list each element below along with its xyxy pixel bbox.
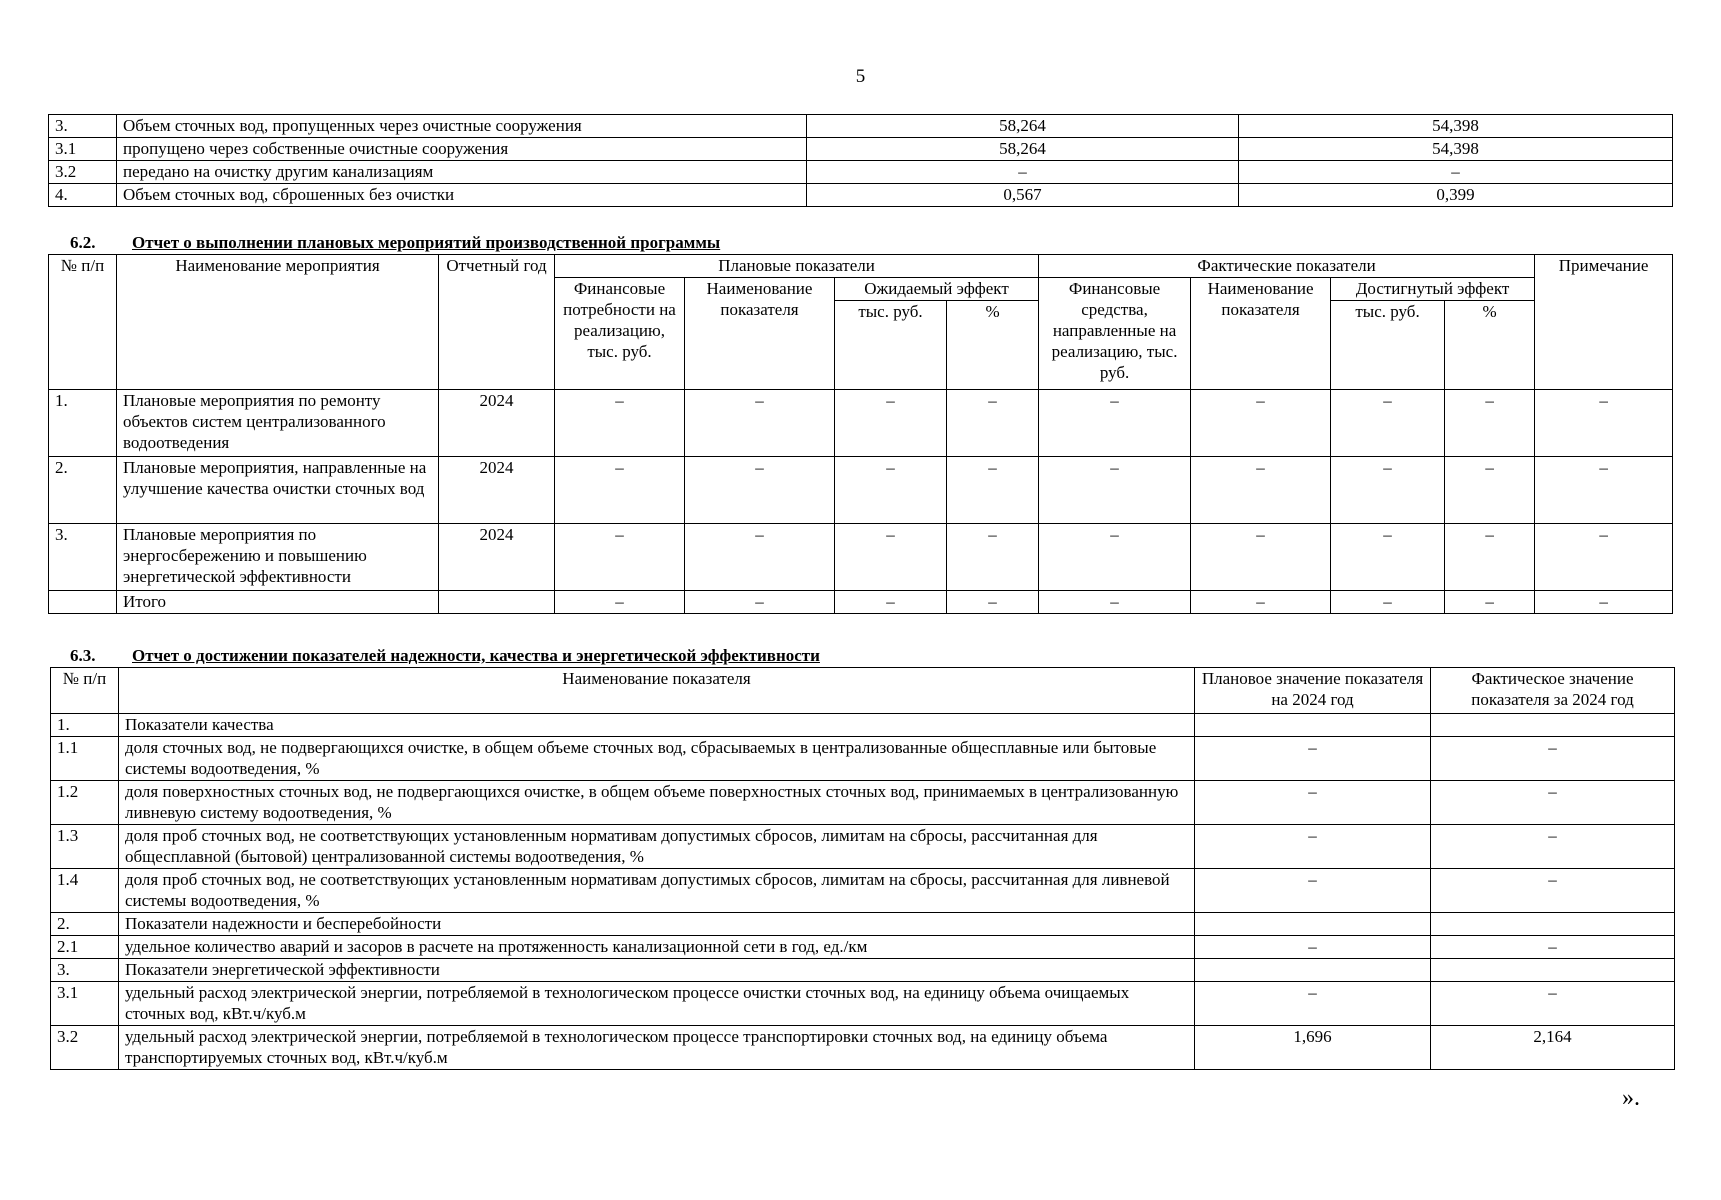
table-row — [51, 737, 1675, 781]
plan-pct-header: % — [947, 301, 1039, 390]
row-number — [49, 591, 117, 614]
measure-name: Плановые мероприятия по ремонту объектов систем централизованного водоотведения — [117, 390, 439, 457]
value-cell: – — [1535, 457, 1673, 524]
plan-value: 1,696 — [1195, 1026, 1431, 1070]
section-6-2-heading — [70, 233, 720, 253]
table-row — [49, 115, 1673, 138]
table-row — [51, 781, 1675, 825]
value-cell: – — [1445, 457, 1535, 524]
row-number: 2.1 — [51, 936, 119, 959]
value-cell: – — [1331, 457, 1445, 524]
row-number: 4. — [49, 184, 117, 207]
fact-value: – — [1431, 781, 1675, 825]
fact-value: – — [1431, 982, 1675, 1026]
col-year-header: Отчетный год — [439, 255, 555, 390]
table-row — [49, 184, 1673, 207]
value-cell: – — [835, 457, 947, 524]
indicator-name: удельное количество аварий и засоров в расчете на протяженность канализационной сети в год, ед./км — [119, 936, 1195, 959]
row-number: 3.2 — [51, 1026, 119, 1070]
indicator-name: доля поверхностных сточных вод, не подвергающихся очистке, в общем объеме поверхностных сточных вод, принимаемых в централизованную ливневую систему водоотведения, % — [119, 781, 1195, 825]
table-row — [51, 825, 1675, 869]
row-name: передано на очистку другим канализациям — [117, 161, 807, 184]
value-cell: – — [1239, 161, 1673, 184]
plan-fin-header: Финансовые потребности на реализацию, тыс. руб. — [555, 278, 685, 390]
indicators-table — [50, 667, 1675, 1070]
value-cell: – — [1039, 457, 1191, 524]
plan-value — [1195, 959, 1431, 982]
value-cell: – — [685, 457, 835, 524]
plan-value: – — [1195, 825, 1431, 869]
measures-table — [48, 254, 1673, 614]
plan-value: – — [1195, 936, 1431, 959]
value-cell: – — [1445, 524, 1535, 591]
table-row — [49, 161, 1673, 184]
indicator-name: удельный расход электрической энергии, потребляемой в технологическом процессе транспортировки сточных вод, на единицу объема транспортируемых сточных вод, кВт.ч/куб.м — [119, 1026, 1195, 1070]
report-year: 2024 — [439, 524, 555, 591]
measure-name: Плановые мероприятия по энергосбережению и повышению энергетической эффективности — [117, 524, 439, 591]
indicator-name: доля проб сточных вод, не соответствующих установленным нормативам допустимых сбросов, лимитам на сбросы, рассчитанная для общесплавной (бытовой) централизованной системы водоотведения, % — [119, 825, 1195, 869]
row-number: 1. — [49, 390, 117, 457]
indicator-name: Показатели качества — [119, 714, 1195, 737]
table-row — [51, 936, 1675, 959]
plan-eff-header: Ожидаемый эффект — [835, 278, 1039, 301]
value-cell: 54,398 — [1239, 138, 1673, 161]
page-number: 5 — [855, 66, 866, 87]
col-name-header: Наименование мероприятия — [117, 255, 439, 390]
value-cell: – — [685, 390, 835, 457]
row-name: Объем сточных вод, сброшенных без очистки — [117, 184, 807, 207]
value-cell: – — [1445, 390, 1535, 457]
report-year — [439, 591, 555, 614]
value-cell: – — [1039, 524, 1191, 591]
planned-group-header: Плановые показатели — [555, 255, 1039, 278]
measure-name: Итого — [117, 591, 439, 614]
value-cell: – — [1039, 390, 1191, 457]
value-cell: – — [947, 457, 1039, 524]
table-row — [49, 524, 1673, 591]
value-cell: 54,398 — [1239, 115, 1673, 138]
fact-rub-header: тыс. руб. — [1331, 301, 1445, 390]
col-num-header: № п/п — [51, 668, 119, 714]
actual-group-header: Фактические показатели — [1039, 255, 1535, 278]
report-year: 2024 — [439, 457, 555, 524]
measure-name: Плановые мероприятия, направленные на улучшение качества очистки сточных вод — [117, 457, 439, 524]
value-cell: – — [1191, 457, 1331, 524]
value-cell: – — [1331, 524, 1445, 591]
row-number: 3. — [51, 959, 119, 982]
fact-value — [1431, 959, 1675, 982]
row-name: Объем сточных вод, пропущенных через очистные сооружения — [117, 115, 807, 138]
plan-rub-header: тыс. руб. — [835, 301, 947, 390]
value-cell: 58,264 — [807, 115, 1239, 138]
fact-ind-header: Наименование показателя — [1191, 278, 1331, 390]
table-row — [51, 982, 1675, 1026]
value-cell: – — [947, 390, 1039, 457]
fact-value — [1431, 714, 1675, 737]
value-cell: – — [1331, 390, 1445, 457]
table-row — [51, 869, 1675, 913]
indicator-name: доля сточных вод, не подвергающихся очистке, в общем объеме сточных вод, сбрасываемых в централизованные общесплавные или бытовые системы водоотведения, % — [119, 737, 1195, 781]
row-number: 2. — [49, 457, 117, 524]
row-number: 1.4 — [51, 869, 119, 913]
row-number: 1. — [51, 714, 119, 737]
table-row — [49, 138, 1673, 161]
fact-value: – — [1431, 869, 1675, 913]
section-title: Отчет о достижении показателей надежности, качества и энергетической эффективности — [132, 646, 820, 665]
plan-value: – — [1195, 781, 1431, 825]
row-number: 3.1 — [51, 982, 119, 1026]
row-number: 1.3 — [51, 825, 119, 869]
value-cell: – — [555, 591, 685, 614]
section-6-3-heading — [70, 646, 820, 666]
fact-value: – — [1431, 936, 1675, 959]
row-number: 3.1 — [49, 138, 117, 161]
table-row — [51, 1026, 1675, 1070]
value-cell: – — [685, 524, 835, 591]
fact-pct-header: % — [1445, 301, 1535, 390]
fact-value — [1431, 913, 1675, 936]
col-num-header: № п/п — [49, 255, 117, 390]
table-row — [51, 913, 1675, 936]
fact-value: 2,164 — [1431, 1026, 1675, 1070]
section-title: Отчет о выполнении плановых мероприятий производственной программы — [132, 233, 721, 252]
col-name-header: Наименование показателя — [119, 668, 1195, 714]
value-cell: – — [1535, 591, 1673, 614]
end-mark: ». — [1622, 1085, 1640, 1111]
col-note-header: Примечание — [1535, 255, 1673, 390]
value-cell: – — [835, 524, 947, 591]
value-cell: – — [555, 457, 685, 524]
row-number: 2. — [51, 913, 119, 936]
value-cell: – — [1445, 591, 1535, 614]
fact-value: – — [1431, 825, 1675, 869]
value-cell: – — [1191, 591, 1331, 614]
fact-eff-header: Достигнутый эффект — [1331, 278, 1535, 301]
row-number: 3. — [49, 524, 117, 591]
fact-fin-header: Финансовые средства, направленные на реализацию, тыс. руб. — [1039, 278, 1191, 390]
fact-value: – — [1431, 737, 1675, 781]
table-row — [49, 457, 1673, 524]
table-row — [51, 714, 1675, 737]
value-cell: – — [1535, 524, 1673, 591]
table-row — [49, 390, 1673, 457]
col-plan-header: Плановое значение показателя на 2024 год — [1195, 668, 1431, 714]
plan-value: – — [1195, 737, 1431, 781]
row-number: 3.2 — [49, 161, 117, 184]
value-cell: 0,567 — [807, 184, 1239, 207]
value-cell: – — [1191, 524, 1331, 591]
indicator-name: Показатели надежности и бесперебойности — [119, 913, 1195, 936]
row-name: пропущено через собственные очистные сооружения — [117, 138, 807, 161]
value-cell: – — [1191, 390, 1331, 457]
report-year: 2024 — [439, 390, 555, 457]
value-cell: – — [947, 591, 1039, 614]
value-cell: – — [1535, 390, 1673, 457]
plan-value — [1195, 714, 1431, 737]
value-cell: – — [947, 524, 1039, 591]
value-cell: – — [555, 390, 685, 457]
indicator-name: Показатели энергетической эффективности — [119, 959, 1195, 982]
value-cell: – — [685, 591, 835, 614]
section-number: 6.2. — [70, 233, 96, 252]
volume-table — [48, 114, 1673, 207]
indicator-name: удельный расход электрической энергии, потребляемой в технологическом процессе очистки сточных вод, на единицу объема очищаемых сточных вод, кВт.ч/куб.м — [119, 982, 1195, 1026]
value-cell: – — [1331, 591, 1445, 614]
row-number: 1.2 — [51, 781, 119, 825]
value-cell: – — [807, 161, 1239, 184]
value-cell: – — [835, 591, 947, 614]
table-row — [49, 591, 1673, 614]
row-number: 3. — [49, 115, 117, 138]
col-fact-header: Фактическое значение показателя за 2024 год — [1431, 668, 1675, 714]
value-cell: – — [835, 390, 947, 457]
plan-value — [1195, 913, 1431, 936]
value-cell: – — [555, 524, 685, 591]
plan-value: – — [1195, 982, 1431, 1026]
plan-value: – — [1195, 869, 1431, 913]
section-number: 6.3. — [70, 646, 96, 665]
indicator-name: доля проб сточных вод, не соответствующих установленным нормативам допустимых сбросов, лимитам на сбросы, рассчитанная для ливневой системы водоотведения, % — [119, 869, 1195, 913]
plan-ind-header: Наименование показателя — [685, 278, 835, 390]
value-cell: 0,399 — [1239, 184, 1673, 207]
value-cell: 58,264 — [807, 138, 1239, 161]
value-cell: – — [1039, 591, 1191, 614]
table-row — [51, 959, 1675, 982]
row-number: 1.1 — [51, 737, 119, 781]
